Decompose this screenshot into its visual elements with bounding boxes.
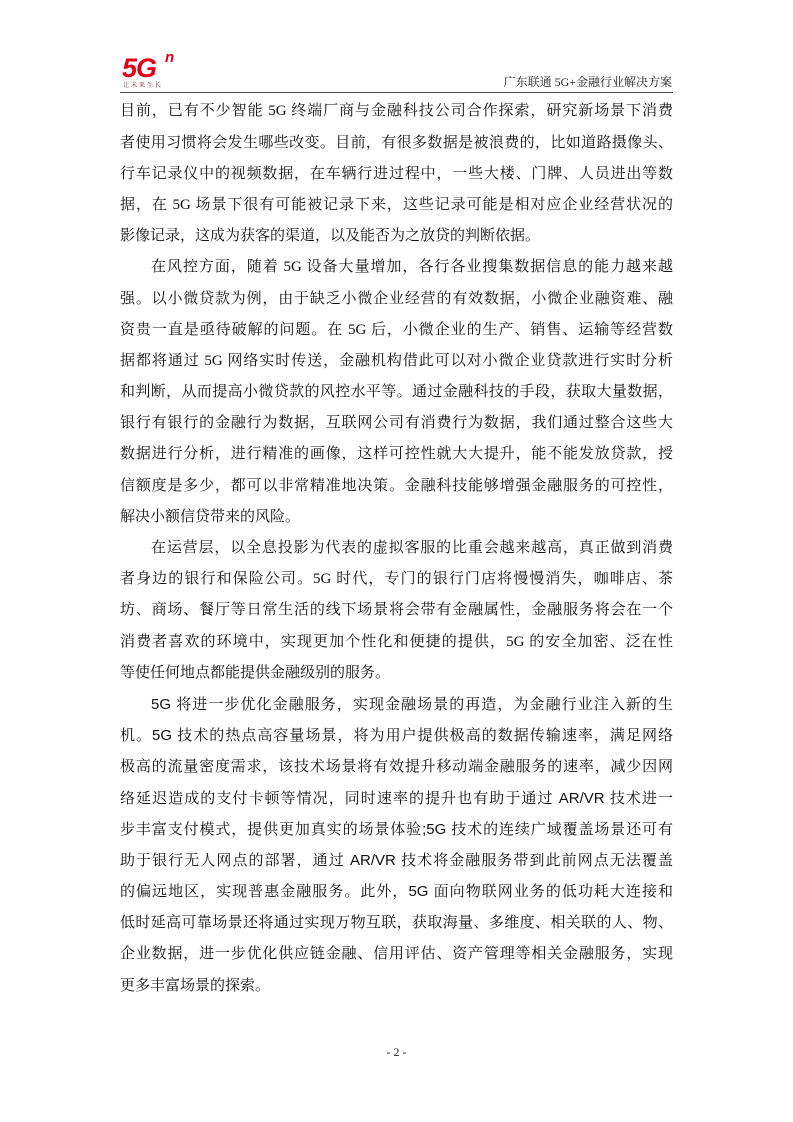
paragraph-intro	[120, 96, 673, 252]
text-line: 更多丰富场景的探索。	[120, 976, 271, 994]
text-line: 极高的流量密度需求，该技术场景将有效提升移动端金融服务的速率，减少因网	[120, 758, 673, 776]
text-line: 据都将通过 5G 网络实时传送，金融机构借此可以对小微企业贷款进行实时分析	[120, 352, 673, 369]
text-line: 企业数据，进一步优化供应链金融、信用评估、资产管理等相关金融服务，实现	[120, 945, 673, 963]
text-line: 银行有银行的金融行为数据，互联网公司有消费行为数据，我们通过整合这些大	[120, 415, 673, 432]
text-line: 机。5G 技术的热点高容量场景，将为用户提供极高的数据传输速率，满足网络	[120, 727, 673, 745]
header-title: 广东联通 5G+金融行业解决方案	[503, 75, 672, 89]
text-line: 消费者喜欢的环境中，实现更加个性化和便捷的提供，5G 的安全加密、泛在性	[120, 633, 673, 650]
text-line: 低时延高可靠场景还将通过实现万物互联，获取海量、多维度、相关联的人、物、	[120, 914, 673, 932]
paragraph-operations	[120, 533, 673, 689]
text-line: 资贵一直是亟待破解的问题。在 5G 后，小微企业的生产、销售、运输等经营数	[120, 321, 673, 338]
text-line: 解决小额信贷带来的风险。	[120, 508, 301, 525]
text-line: 的偏远地区，实现普惠金融服务。此外，5G 面向物联网业务的低功耗大连接和	[120, 883, 673, 901]
text-line: 在风控方面，随着 5G 设备大量增加，各行各业搜集数据信息的能力越来越	[151, 259, 673, 276]
text-line: 等使任何地点都能提供金融级别的服务。	[120, 664, 391, 681]
text-line: 步丰富支付模式，提供更加真实的场景体验;5G 技术的连续广域覆盖场景还可有	[120, 820, 673, 838]
text-line: 络延迟造成的支付卡顿等情况，同时速率的提升也有助于通过 AR/VR 技术进一	[120, 789, 673, 807]
header-divider	[120, 92, 673, 93]
text-line: 行车记录仪中的视频数据，在车辆行进过程中，一些大楼、门牌、人员进出等数	[120, 165, 673, 182]
paragraph-5g-optimization	[120, 689, 673, 1001]
document-body	[120, 96, 673, 1000]
text-line: 者身边的银行和保险公司。5G 时代，专门的银行门店将慢慢消失，咖啡店、茶	[120, 571, 673, 588]
logo-mark: 5G	[122, 53, 157, 83]
text-line: 强。以小微贷款为例，由于缺乏小微企业经营的有效数据，小微企业融资难、融	[120, 290, 673, 307]
text-line: 目前，已有不少智能 5G 终端厂商与金融科技公司合作探索，研究新场景下消费	[120, 103, 673, 120]
text-line: 5G 将进一步优化金融服务，实现金融场景的再造，为金融行业注入新的生	[151, 695, 673, 713]
text-line: 影像记录，这成为获客的渠道，以及能否为之放贷的判断依据。	[120, 228, 541, 245]
text-line: 在运营层，以全息投影为代表的虚拟客服的比重会越来越高，真正做到消费	[151, 540, 673, 557]
logo-superscript: n	[165, 49, 175, 66]
page-number: - 2 -	[386, 1045, 407, 1059]
text-line: 信额度是多少，都可以非常精准地决策。金融科技能够增强金融服务的可控性，	[120, 477, 673, 494]
text-line: 者使用习惯将会发生哪些改变。目前，有很多数据是被浪费的，比如道路摄像头、	[120, 134, 673, 151]
text-line: 助于银行无人网点的部署，通过 AR/VR 技术将金融服务带到此前网点无法覆盖	[120, 851, 673, 869]
text-line: 数据进行分析，进行精准的画像，这样可控性就大大提升，能不能发放贷款，授	[120, 446, 673, 463]
brand-logo	[120, 50, 180, 92]
paragraph-risk-control	[120, 252, 673, 533]
text-line: 和判断，从而提高小微贷款的风控水平等。通过金融科技的手段，获取大量数据，	[120, 384, 673, 401]
text-line: 坊、商场、餐厅等日常生活的线下场景将会带有金融属性，金融服务将会在一个	[120, 602, 673, 619]
text-line: 据，在 5G 场景下很有可能被记录下来，这些记录可能是相对应企业经营状况的	[120, 196, 673, 213]
logo-tagline: 让未来生长	[123, 83, 164, 89]
